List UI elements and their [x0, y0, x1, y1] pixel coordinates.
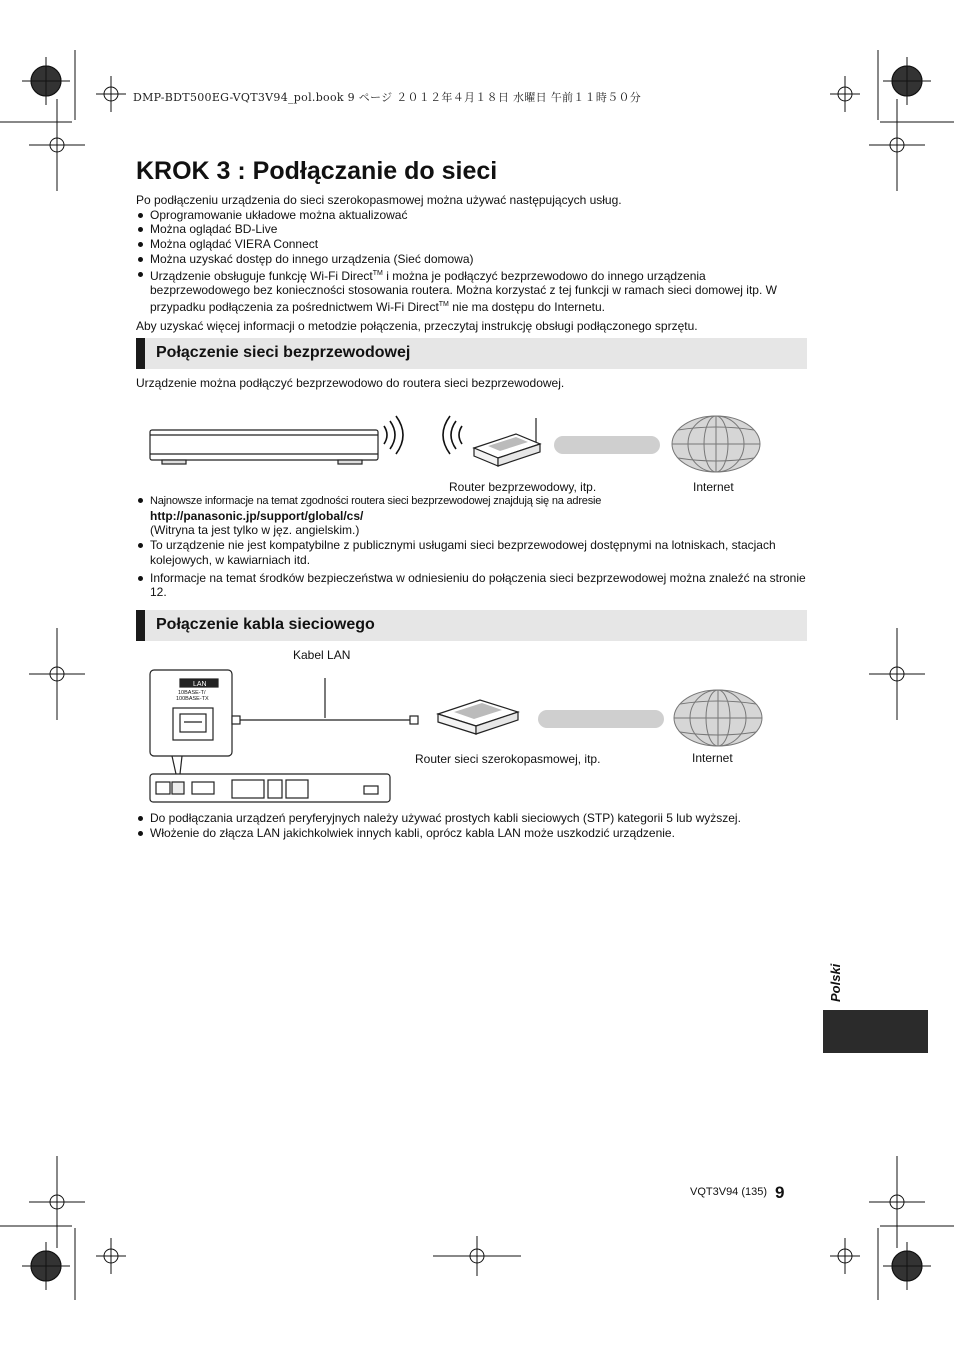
network-connection-bar — [554, 436, 660, 454]
trademark-mark: TM — [372, 269, 383, 277]
router-icon — [474, 418, 540, 466]
language-text: Polski — [828, 963, 843, 1002]
list-item: To urządzenie nie jest kompatybilne z publicznymi usługami sieci bezprzewodowej dostępnymi na lotniskach, stacjach kolejowych, w kawiarniach itd. — [136, 538, 808, 567]
list-item: Można uzyskać dostęp do innego urządzenia (Sieć domowa) — [136, 252, 808, 267]
registration-crosshair-icon — [869, 99, 925, 191]
print-file-header: DMP-BDT500EG-VQT3V94_pol.book 9 ページ ２０１２年４月１８日 水曜日 午前１１時５０分 — [133, 91, 642, 104]
list-item: Włożenie do złącza LAN jakichkolwiek innych kabli, oprócz kabla LAN może uszkodzić urządzenie. — [136, 826, 808, 841]
wired-notes — [136, 811, 808, 840]
registration-starburst-icon — [883, 1242, 931, 1290]
page-title: KROK 3 : Podłączanie do sieci — [136, 157, 498, 185]
registration-crosshair-icon — [830, 76, 860, 112]
section-title: Połączenie kabla sieciowego — [156, 616, 375, 633]
wireless-signal-icon — [443, 416, 462, 454]
wireless-internet-label: Internet — [693, 480, 734, 494]
section-header-wired — [136, 610, 807, 641]
registration-crosshair-icon — [29, 99, 85, 191]
list-item-wifi-direct — [136, 267, 808, 315]
internet-globe-icon — [674, 690, 762, 746]
broadband-router-icon — [438, 700, 518, 734]
services-list — [136, 208, 808, 315]
registration-crosshair-icon — [433, 1236, 521, 1276]
section-marker — [136, 610, 145, 641]
network-connection-bar — [538, 710, 664, 728]
list-item: Można oglądać VIERA Connect — [136, 237, 808, 252]
section-title: Połączenie sieci bezprzewodowej — [156, 344, 411, 361]
registration-crosshair-icon — [869, 1156, 925, 1248]
page-number: 9 — [775, 1183, 785, 1202]
registration-crosshair-icon — [96, 1238, 126, 1274]
player-icon — [150, 430, 378, 464]
registration-crosshair-icon — [869, 628, 925, 720]
document-code: VQT3V94 (135) — [690, 1186, 768, 1198]
wired-internet-label: Internet — [692, 751, 733, 765]
lan-port-callout — [150, 670, 232, 774]
list-item: Oprogramowanie układowe można aktualizować — [136, 208, 808, 223]
registration-crosshair-icon — [96, 76, 126, 112]
lan-port-spec: 100BASE-TX — [176, 696, 209, 702]
support-url-link[interactable]: http://panasonic.jp/support/global/cs/ — [150, 508, 364, 523]
wifi-direct-text: i można je podłączyć bezprzewodowo do innego urządzenia bezprzewodowego bez konieczności stosowania routera. Można korzystać z tej funkcji w ramach sieci domowej itp. W przypadku podłączenia za pośrednictwem Wi-Fi Direct — [150, 268, 777, 314]
broadband-router-label: Router sieci szerokopasmowej, itp. — [415, 752, 601, 766]
registration-crosshair-icon — [29, 628, 85, 720]
router-compat-text: Najnowsze informacje na temat zgodności routera sieci bezprzewodowej znajdują się na adresie — [150, 495, 602, 507]
wired-diagram — [140, 660, 770, 808]
wireless-diagram — [140, 404, 770, 484]
list-item — [136, 493, 808, 538]
registration-starburst-icon — [883, 57, 931, 105]
wifi-direct-text: Urządzenie obsługuje funkcję Wi-Fi Direct — [150, 268, 373, 283]
wifi-direct-text: nie ma dostępu do Internetu. — [448, 299, 605, 314]
wireless-notes — [136, 493, 808, 600]
registration-starburst-icon — [22, 1242, 70, 1290]
intro-block — [136, 193, 808, 333]
english-only-note: (Witryna ta jest tylko w jęz. angielskim.) — [150, 523, 360, 538]
internet-globe-icon — [672, 416, 760, 472]
wireless-description: Urządzenie można podłączyć bezprzewodowo do routera sieci bezprzewodowej. — [136, 376, 565, 390]
lan-port-title: LAN — [193, 681, 207, 688]
section-marker — [136, 338, 145, 369]
language-side-tab — [823, 1010, 928, 1053]
trademark-mark: TM — [438, 300, 449, 308]
intro-text: Po podłączeniu urządzenia do sieci szerokopasmowej można używać następujących usług. — [136, 193, 622, 207]
more-info-text: Aby uzyskać więcej informacji o metodzie połączenia, przeczytaj instrukcję obsługi podłączonego sprzętu. — [136, 318, 698, 333]
registration-crosshair-icon — [29, 1156, 85, 1248]
wireless-router-label: Router bezprzewodowy, itp. — [449, 480, 597, 494]
list-item: Do podłączania urządzeń peryferyjnych należy używać prostych kabli sieciowych (STP) kategorii 5 lub wyższej. — [136, 811, 808, 826]
list-item: Informacje na temat środków bezpieczeństwa w odniesieniu do połączenia sieci bezprzewodowej można znaleźć na stronie 12. — [136, 571, 808, 600]
section-header-wireless — [136, 338, 807, 369]
wireless-signal-icon — [384, 416, 403, 454]
player-rear-panel-icon — [150, 774, 390, 802]
list-item: Można oglądać BD-Live — [136, 222, 808, 237]
lan-port-spec: 10BASE-T/ — [178, 690, 206, 696]
lan-cable-icon — [232, 678, 418, 724]
language-side-label — [810, 958, 850, 1006]
registration-crosshair-icon — [830, 1238, 860, 1274]
lan-cable-label: Kabel LAN — [293, 648, 351, 662]
registration-starburst-icon — [22, 57, 70, 105]
